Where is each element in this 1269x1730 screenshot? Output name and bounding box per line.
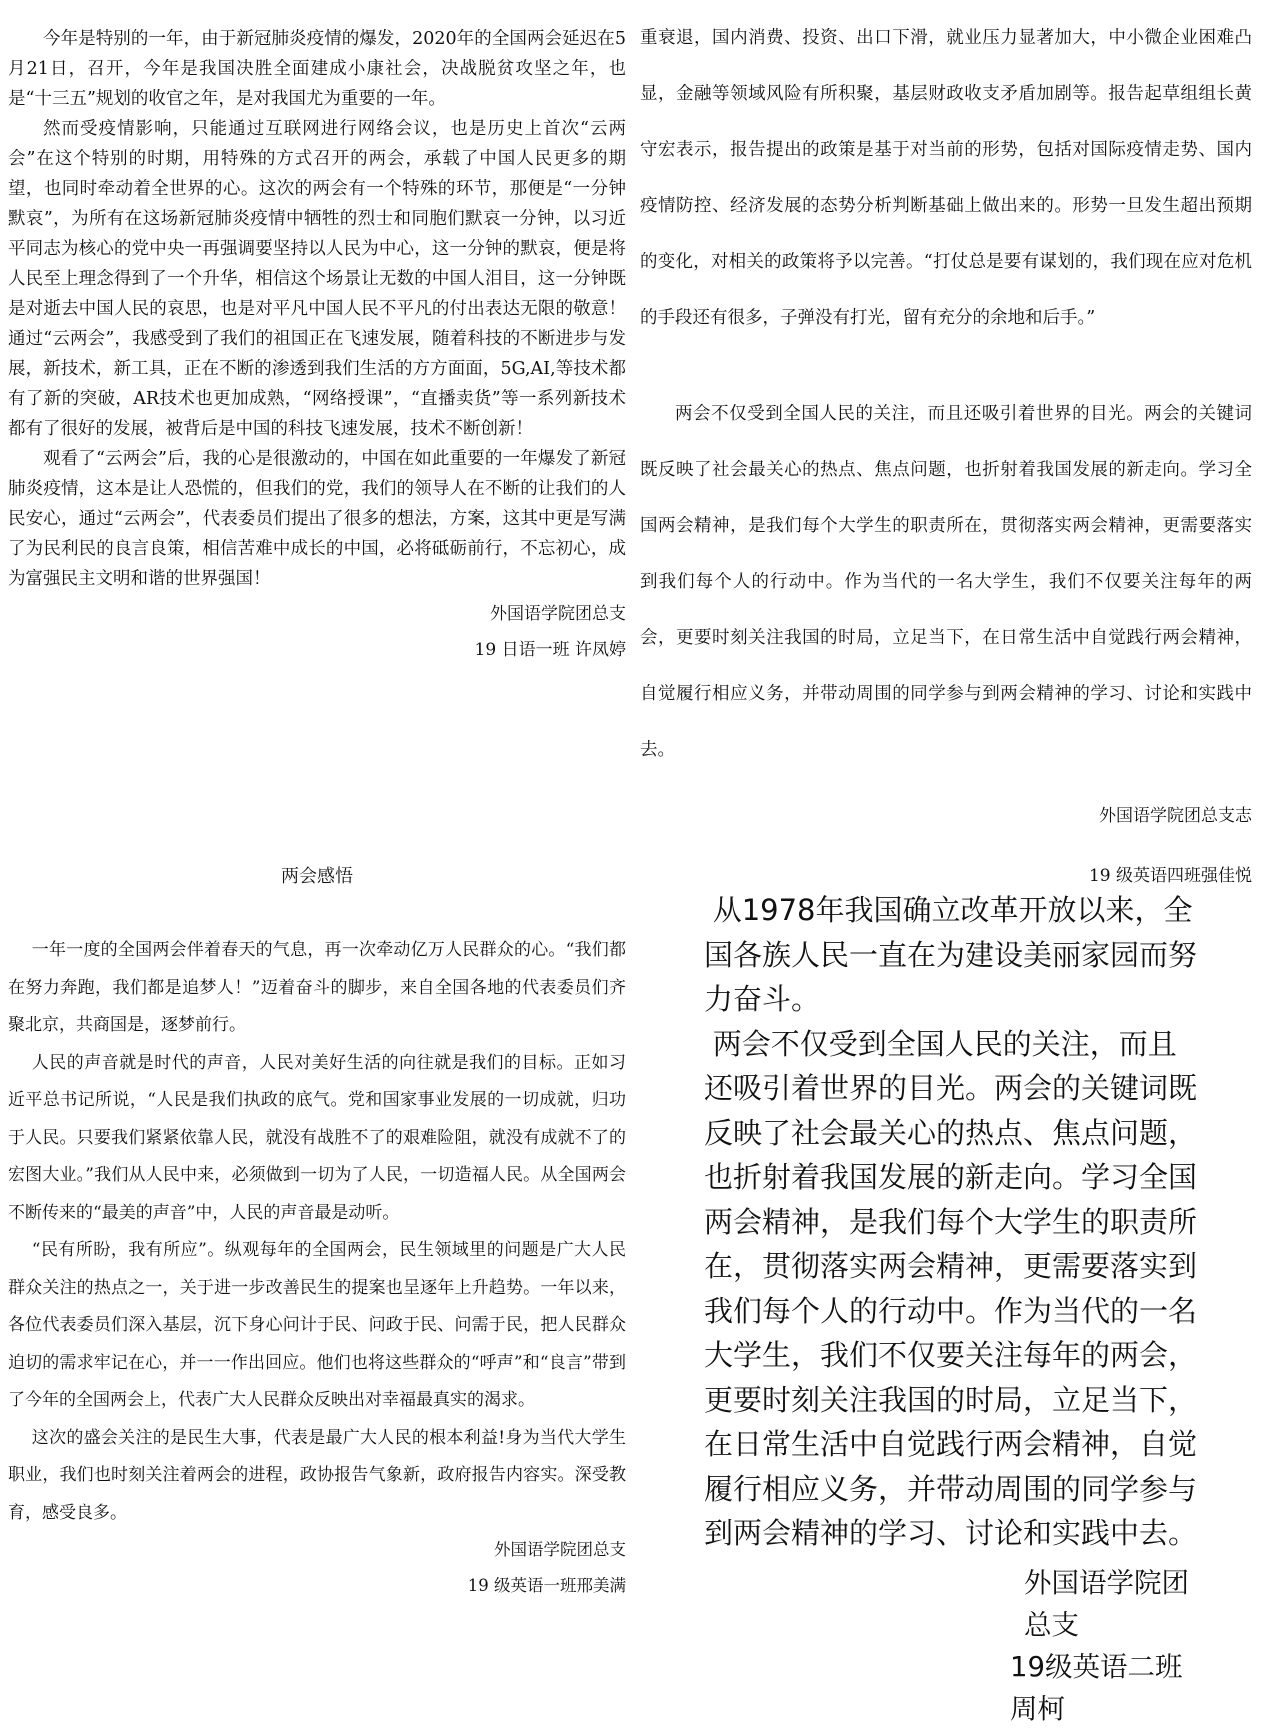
essay-paragraph: 从1978年我国确立改革开放以来，全国各族人民一直在为建设美丽家园而努力奋斗。 (704, 893, 1198, 1016)
essay-paragraph: 观看了“云两会”后，我的心是很激动的，中国在如此重要的一年爆发了新冠肺炎疫情，这本是让人恐慌的，但我们的党，我们的领导人在不断的让我们的人民安心，通过“云两会”，代表委员们提出了很多的想法，方案，这其中更是写满了为民利民的良言良策，相信苦难中成长的中国，必将砥砺前行，不忘初心，成为富强民主文明和谐的世界强国！ (8, 449, 626, 589)
essay-paragraph: 这次的盛会关注的是民生大事，代表是最广大人民的根本利益!身为当代大学生职业，我们也时刻关注着两会的进程，政协报告气象新，政府报告内容实。深受教育，感受良多。 (8, 1427, 626, 1523)
essay-bottom-right (704, 888, 1204, 1730)
author-signature (8, 1532, 626, 1604)
essay-paragraph: “民有所盼，我有所应”。纵观每年的全国两会，民生领域里的问题是广大人民群众关注的热点之一，关于进一步改善民生的提案也呈逐年上升趋势。一年以来，各位代表委员们深入基层，沉下身心问计于民、问政于民、问需于民，把人民群众迫切的需求牢记在心，并一一作出回应。他们也将这些群众的“呼声”和“良言”带到了今年的全国两会上，代表广大人民群众反映出对幸福最真实的渴求。 (8, 1240, 626, 1410)
signature-author: 19 日语一班 许凤婷 (474, 640, 626, 660)
signature-author: 19 级英语一班邢美满 (467, 1576, 626, 1595)
essay-paragraph: 人民的声音就是时代的声音，人民对美好生活的向往就是我们的目标。正如习近平总书记所说，“人民是我们执政的底气。党和国家事业发展的一切成就，归功于人民。只要我们紧紧依靠人民，就没有战胜不了的艰难险阻，就没有成就不了的宏图大业。”我们从人民中来，必须做到一切为了人民，一切造福人民。从全国两会不断传来的“最美的声音”中，人民的声音最是动听。 (8, 1052, 626, 1223)
essay-paragraph: 两会不仅受到全国人民的关注，而且还吸引着世界的目光。两会的关键词既反映了社会最关心的热点、焦点问题，也折射着我国发展的新走向。学习全国两会精神，是我们每个大学生的职责所在，贯彻落实两会精神，更需要落实到我们每个人的行动中。作为当代的一名大学生，我们不仅要关注每年的两会，更要时刻关注我国的时局，立足当下，在日常生活中自觉践行两会精神，自觉履行相应义务，并带动周围的同学参与到两会精神的学习、讨论和实践中去。 (640, 404, 1252, 760)
author-signature (8, 596, 626, 668)
essay-paragraph: 两会不仅受到全国人民的关注，而且还吸引着世界的目光。两会的关键词既反映了社会最关心的热点、焦点问题，也折射着我国发展的新走向。学习全国两会精神，是我们每个大学生的职责所在，贯彻落实两会精神，更需要落实到我们每个人的行动中。作为当代的一名大学生，我们不仅要关注每年的两会，更要时刻关注我国的时局，立足当下，在日常生活中自觉践行两会精神，自觉履行相应义务，并带动周围的同学参与到两会精神的学习、讨论和实践中去。 (704, 1026, 1198, 1550)
signature-organization: 外国语学院团总支志 (1099, 806, 1252, 826)
essay-bottom-left (8, 862, 626, 1604)
essay-top-right (640, 10, 1252, 906)
paragraph-spacer (640, 346, 1252, 386)
signature-author: 19级英语二班周柯 (1010, 1650, 1183, 1725)
signature-organization: 外国语学院团总支 (490, 604, 626, 624)
essay-paragraph: 然而受疫情影响，只能通过互联网进行网络会议，也是历史上首次“云两会”在这个特别的时期，用特殊的方式召开的两会，承载了中国人民更多的期望，也同时牵动着全世界的心。这次的两会有一个特殊的环节，那便是“一分钟默哀”，为所有在这场新冠肺炎疫情中牺牲的烈士和同胞们默哀一分钟，以习近平同志为核心的党中央一再强调要坚持以人民为中心，这一分钟的默哀，便是将人民至上理念得到了一个升华，相信这个场景让无数的中国人泪目，这一分钟既是对逝去中国人民的哀思，也是对平凡中国人民不平凡的付出表达无限的敬意！通过“云两会”，我感受到了我们的祖国正在飞速发展，随着科技的不断进步与发展，新技术，新工具，正在不断的渗透到我们生活的方方面面，5G,AI,等技术都有了新的突破，AR技术也更加成熟，“网络授课”，“直播卖货”等一系列新技术都有了很好的发展，被背后是中国的科技飞速发展，技术不断创新！ (8, 119, 626, 439)
signature-organization: 外国语学院团总支 (494, 1540, 626, 1559)
signature-author: 19 级英语四班强佳悦 (1088, 866, 1252, 886)
essay-paragraph: 一年一度的全国两会伴着春天的气息，再一次牵动亿万人民群众的心。“我们都在努力奔跑，我们都是追梦人！”迈着奋斗的脚步，来自全国各地的代表委员们齐聚北京，共商国是，逐梦前行。 (8, 940, 626, 1035)
essay-title: 两会感悟 (281, 866, 353, 887)
signature-organization: 外国语学院团总支 (1024, 1566, 1189, 1641)
essay-paragraph: 重衰退，国内消费、投资、出口下滑，就业压力显著加大，中小微企业困难凸显，金融等领域风险有所积聚，基层财政收支矛盾加剧等。报告起草组组长黄守宏表示，报告提出的政策是基于对当前的形势，包括对国际疫情走势、国内疫情防控、经济发展的态势分析判断基础上做出来的。形势一旦发生超出预期的变化，对相关的政策将予以完善。“打仗总是要有谋划的，我们现在应对危机的手段还有很多，子弹没有打光，留有充分的余地和后手。” (640, 28, 1252, 328)
essay-top-left (8, 24, 626, 668)
essay-paragraph: 今年是特别的一年，由于新冠肺炎疫情的爆发，2020年的全国两会延迟在5月21日，召开，今年是我国决胜全面建成小康社会，决战脱贫攻坚之年，也是“十三五”规划的收官之年，是对我国尤为重要的一年。 (8, 29, 626, 109)
